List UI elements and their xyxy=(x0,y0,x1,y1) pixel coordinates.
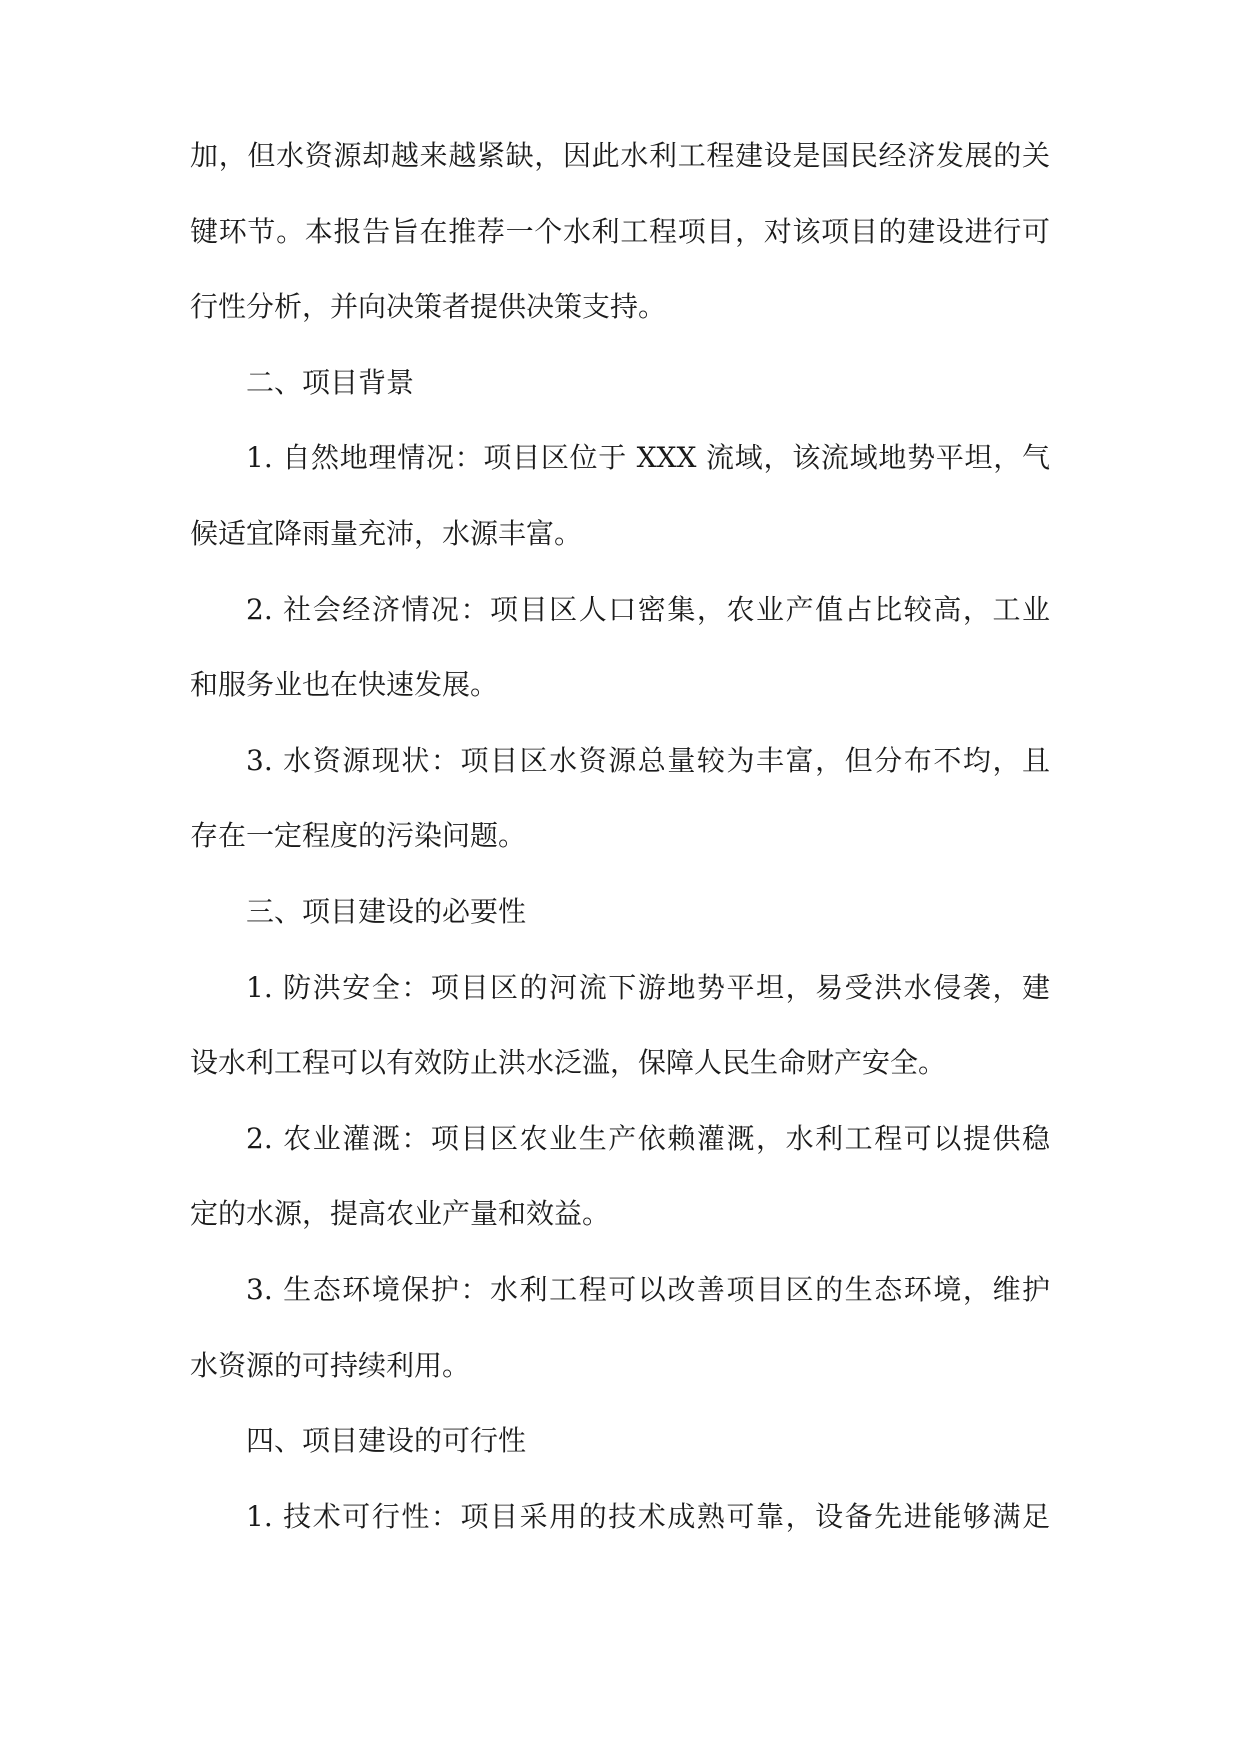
list-item: 3. 水资源现状：项目区水资源总量较为丰富，但分布不均，且 xyxy=(246,743,1050,777)
text-line: 候适宜降雨量充沛，水源丰富。 xyxy=(190,516,583,550)
text-line: 水资源的可持续利用。 xyxy=(190,1348,471,1382)
text-line: 加，但水资源却越来越紧缺，因此水利工程建设是国民经济发展的关 xyxy=(190,139,1050,172)
list-item: 1. 防洪安全：项目区的河流下游地势平坦，易受洪水侵袭，建 xyxy=(246,970,1050,1004)
section-heading: 四、项目建设的可行性 xyxy=(246,1424,527,1458)
section-heading: 二、项目背景 xyxy=(246,365,415,399)
list-item: 2. 农业灌溉：项目区农业生产依赖灌溉，水利工程可以提供稳 xyxy=(246,1121,1050,1155)
list-item: 2. 社会经济情况：项目区人口密集，农业产值占比较高，工业 xyxy=(246,592,1050,626)
section-heading: 三、项目建设的必要性 xyxy=(246,894,527,928)
text-line: 设水利工程可以有效防止洪水泛滥，保障人民生命财产安全。 xyxy=(190,1046,947,1080)
document-body xyxy=(190,136,1050,1572)
list-item: 1. 技术可行性：项目采用的技术成熟可靠，设备先进能够满足 xyxy=(246,1499,1050,1533)
list-item: 3. 生态环境保护：水利工程可以改善项目区的生态环境，维护 xyxy=(246,1272,1050,1306)
text-line: 和服务业也在快速发展。 xyxy=(190,668,499,702)
list-item: 1. 自然地理情况：项目区位于 XXX 流域，该流域地势平坦，气 xyxy=(246,441,1050,475)
text-line: 存在一定程度的污染问题。 xyxy=(190,819,527,853)
text-line: 键环节。本报告旨在推荐一个水利工程项目，对该项目的建设进行可 xyxy=(190,214,1050,248)
text-line: 行性分析，并向决策者提供决策支持。 xyxy=(190,290,667,324)
text-line: 定的水源，提高农业产量和效益。 xyxy=(190,1197,611,1231)
